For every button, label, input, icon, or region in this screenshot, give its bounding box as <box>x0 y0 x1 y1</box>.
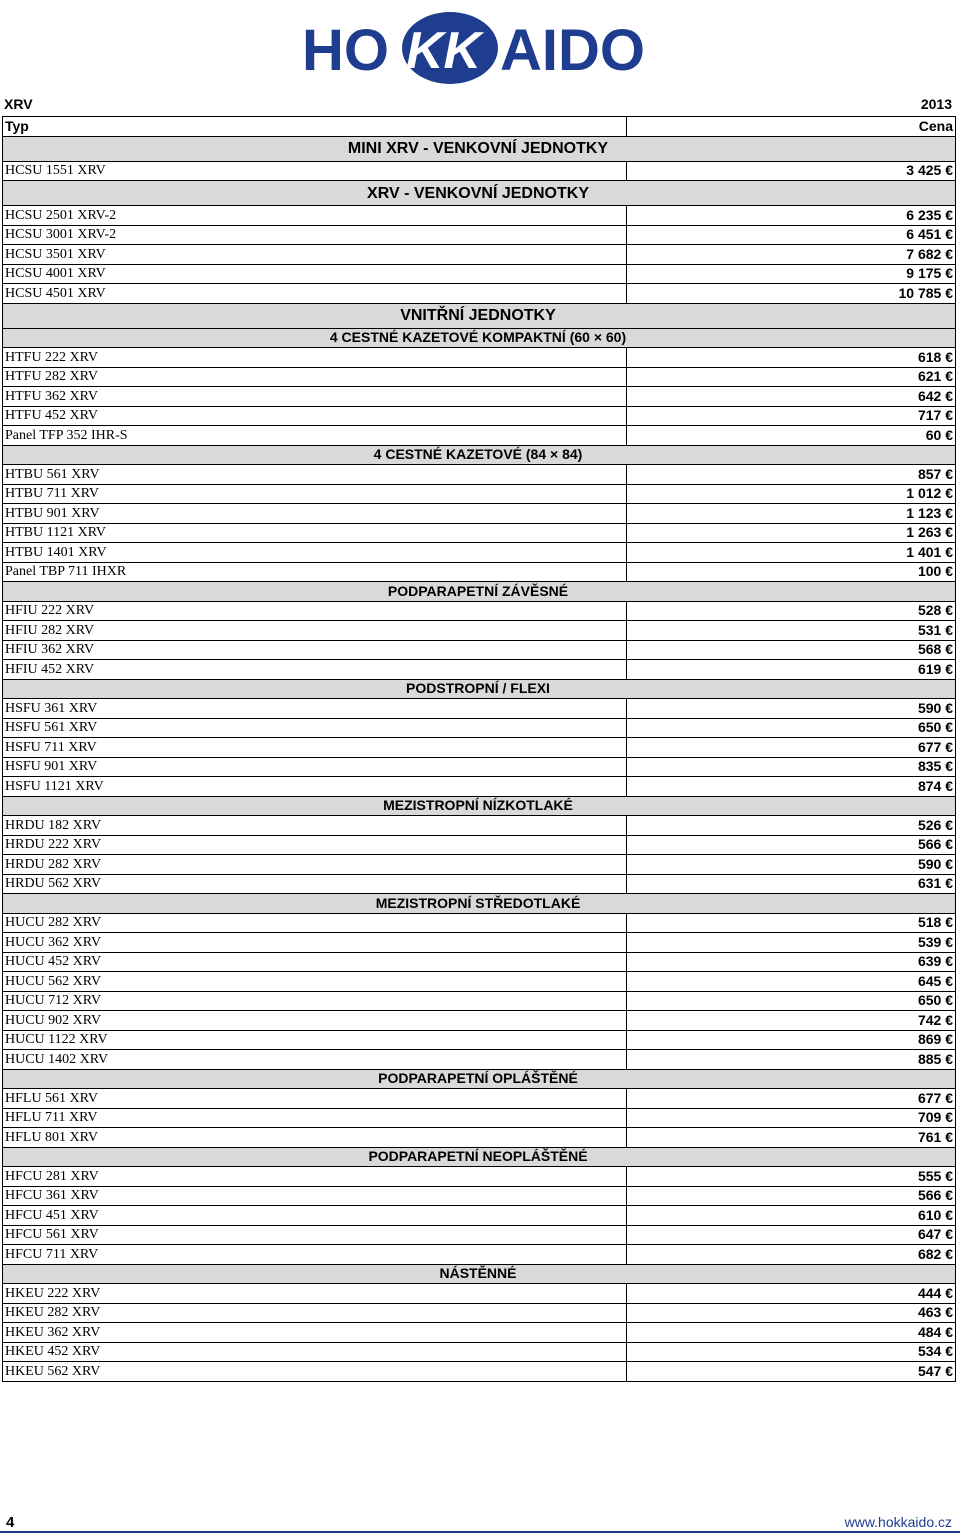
section-header-row <box>3 328 956 348</box>
product-price: 682 € <box>627 1245 956 1265</box>
top-header <box>4 96 956 116</box>
product-type: HUCU 902 XRV <box>3 1011 627 1031</box>
column-header-typ: Typ <box>3 117 627 137</box>
product-type: HCSU 4501 XRV <box>3 284 627 304</box>
column-header-cena: Cena <box>627 117 956 137</box>
table-row <box>3 1186 956 1206</box>
table-row <box>3 1030 956 1050</box>
product-type: HUCU 1402 XRV <box>3 1050 627 1070</box>
product-type: HFLU 561 XRV <box>3 1089 627 1109</box>
section-header-row <box>3 303 956 328</box>
product-type: HTBU 1121 XRV <box>3 523 627 543</box>
product-type: HTFU 452 XRV <box>3 406 627 426</box>
section-header-row <box>3 1069 956 1089</box>
table-row <box>3 1284 956 1304</box>
table-row <box>3 1089 956 1109</box>
table-row <box>3 387 956 407</box>
table-row <box>3 1167 956 1187</box>
section-header-row <box>3 796 956 816</box>
product-price: 1 123 € <box>627 504 956 524</box>
product-type: HCSU 4001 XRV <box>3 264 627 284</box>
table-row <box>3 465 956 485</box>
product-price: 717 € <box>627 406 956 426</box>
section-header-row <box>3 181 956 206</box>
product-type: HUCU 712 XRV <box>3 991 627 1011</box>
product-price: 555 € <box>627 1167 956 1187</box>
product-price: 857 € <box>627 465 956 485</box>
table-row <box>3 640 956 660</box>
product-price: 1 012 € <box>627 484 956 504</box>
product-price: 518 € <box>627 913 956 933</box>
product-price: 874 € <box>627 777 956 797</box>
table-row <box>3 699 956 719</box>
table-row <box>3 206 956 226</box>
product-price: 610 € <box>627 1206 956 1226</box>
product-type: HRDU 182 XRV <box>3 816 627 836</box>
footer-website-link[interactable]: www.hokkaido.cz <box>844 1514 952 1530</box>
product-price: 639 € <box>627 952 956 972</box>
footer-divider <box>0 1531 960 1533</box>
table-row <box>3 757 956 777</box>
product-type: HSFU 561 XRV <box>3 718 627 738</box>
hokkaido-logo <box>300 8 700 88</box>
product-price: 444 € <box>627 1284 956 1304</box>
section-header-row <box>3 679 956 699</box>
product-type: HSFU 1121 XRV <box>3 777 627 797</box>
product-price: 6 235 € <box>627 206 956 226</box>
product-type: HCSU 3001 XRV-2 <box>3 225 627 245</box>
page-number: 4 <box>6 1514 15 1531</box>
table-header-row <box>3 117 956 137</box>
product-type: HFCU 561 XRV <box>3 1225 627 1245</box>
product-price: 709 € <box>627 1108 956 1128</box>
product-price: 647 € <box>627 1225 956 1245</box>
table-row <box>3 245 956 265</box>
product-price: 631 € <box>627 874 956 894</box>
product-price: 484 € <box>627 1323 956 1343</box>
section-title: XRV - VENKOVNÍ JEDNOTKY <box>3 181 956 206</box>
table-row <box>3 1362 956 1382</box>
product-price: 60 € <box>627 426 956 446</box>
product-price: 3 425 € <box>627 161 956 181</box>
product-type: HTFU 222 XRV <box>3 348 627 368</box>
table-row <box>3 621 956 641</box>
table-row <box>3 284 956 304</box>
section-title: MEZISTROPNÍ STŘEDOTLAKÉ <box>3 894 956 914</box>
product-type: HFCU 711 XRV <box>3 1245 627 1265</box>
table-row <box>3 660 956 680</box>
product-type: HFIU 362 XRV <box>3 640 627 660</box>
product-price: 650 € <box>627 991 956 1011</box>
product-price: 566 € <box>627 1186 956 1206</box>
section-header-row <box>3 1264 956 1284</box>
product-type: HTFU 282 XRV <box>3 367 627 387</box>
table-row <box>3 1303 956 1323</box>
table-row <box>3 718 956 738</box>
svg-text:KK: KK <box>406 22 482 80</box>
product-type: HTFU 362 XRV <box>3 387 627 407</box>
product-type: HFLU 711 XRV <box>3 1108 627 1128</box>
product-type: HCSU 2501 XRV-2 <box>3 206 627 226</box>
product-price: 677 € <box>627 738 956 758</box>
section-title: MEZISTROPNÍ NÍZKOTLAKÉ <box>3 796 956 816</box>
product-type: HTBU 561 XRV <box>3 465 627 485</box>
product-type: HFCU 451 XRV <box>3 1206 627 1226</box>
product-type: HUCU 452 XRV <box>3 952 627 972</box>
svg-text:AIDO: AIDO <box>500 18 645 83</box>
product-type: HFIU 222 XRV <box>3 601 627 621</box>
table-row <box>3 1342 956 1362</box>
product-line-label: XRV <box>4 96 33 112</box>
table-row <box>3 874 956 894</box>
product-price: 761 € <box>627 1128 956 1148</box>
product-type: HFLU 801 XRV <box>3 1128 627 1148</box>
table-row <box>3 1323 956 1343</box>
table-row <box>3 1225 956 1245</box>
section-header-row <box>3 894 956 914</box>
table-row <box>3 426 956 446</box>
product-type: HSFU 901 XRV <box>3 757 627 777</box>
product-price: 650 € <box>627 718 956 738</box>
product-price: 590 € <box>627 855 956 875</box>
product-price: 534 € <box>627 1342 956 1362</box>
product-type: HSFU 361 XRV <box>3 699 627 719</box>
section-header-row <box>3 445 956 465</box>
table-row <box>3 855 956 875</box>
section-title: PODSTROPNÍ / FLEXI <box>3 679 956 699</box>
product-type: HKEU 222 XRV <box>3 1284 627 1304</box>
product-price: 463 € <box>627 1303 956 1323</box>
product-price: 618 € <box>627 348 956 368</box>
product-price: 531 € <box>627 621 956 641</box>
section-title: 4 CESTNÉ KAZETOVÉ (84 × 84) <box>3 445 956 465</box>
product-price: 100 € <box>627 562 956 582</box>
product-type: HTBU 901 XRV <box>3 504 627 524</box>
product-type: HKEU 452 XRV <box>3 1342 627 1362</box>
section-header-row <box>3 1147 956 1167</box>
table-row <box>3 913 956 933</box>
product-price: 528 € <box>627 601 956 621</box>
product-price: 9 175 € <box>627 264 956 284</box>
product-type: HCSU 3501 XRV <box>3 245 627 265</box>
product-price: 539 € <box>627 933 956 953</box>
section-title: MINI XRV - VENKOVNÍ JEDNOTKY <box>3 136 956 161</box>
product-type: HTBU 711 XRV <box>3 484 627 504</box>
table-row <box>3 543 956 563</box>
product-type: HUCU 362 XRV <box>3 933 627 953</box>
product-price: 1 401 € <box>627 543 956 563</box>
product-price: 835 € <box>627 757 956 777</box>
table-row <box>3 1050 956 1070</box>
product-type: HKEU 362 XRV <box>3 1323 627 1343</box>
product-price: 566 € <box>627 835 956 855</box>
svg-text:HO: HO <box>302 18 389 83</box>
table-row <box>3 933 956 953</box>
product-price: 642 € <box>627 387 956 407</box>
product-price: 7 682 € <box>627 245 956 265</box>
product-type: HFCU 361 XRV <box>3 1186 627 1206</box>
product-price: 742 € <box>627 1011 956 1031</box>
section-title: 4 CESTNÉ KAZETOVÉ KOMPAKTNÍ (60 × 60) <box>3 328 956 348</box>
table-row <box>3 1206 956 1226</box>
product-type: HFIU 282 XRV <box>3 621 627 641</box>
product-type: HFCU 281 XRV <box>3 1167 627 1187</box>
product-price: 547 € <box>627 1362 956 1382</box>
product-price: 677 € <box>627 1089 956 1109</box>
product-type: HKEU 562 XRV <box>3 1362 627 1382</box>
product-type: Panel TBP 711 IHXR <box>3 562 627 582</box>
table-row <box>3 1245 956 1265</box>
table-row <box>3 264 956 284</box>
table-row <box>3 225 956 245</box>
product-price: 621 € <box>627 367 956 387</box>
section-title: PODPARAPETNÍ OPLÁŠTĚNÉ <box>3 1069 956 1089</box>
product-type: HRDU 222 XRV <box>3 835 627 855</box>
product-type: HUCU 562 XRV <box>3 972 627 992</box>
product-price: 526 € <box>627 816 956 836</box>
product-price: 869 € <box>627 1030 956 1050</box>
product-price: 885 € <box>627 1050 956 1070</box>
table-row <box>3 601 956 621</box>
product-type: HCSU 1551 XRV <box>3 161 627 181</box>
year-label: 2013 <box>920 96 952 112</box>
table-row <box>3 777 956 797</box>
product-type: HFIU 452 XRV <box>3 660 627 680</box>
table-row <box>3 1128 956 1148</box>
table-row <box>3 738 956 758</box>
product-price: 568 € <box>627 640 956 660</box>
table-row <box>3 1011 956 1031</box>
product-price: 1 263 € <box>627 523 956 543</box>
table-row <box>3 991 956 1011</box>
product-type: HKEU 282 XRV <box>3 1303 627 1323</box>
table-row <box>3 972 956 992</box>
table-row <box>3 504 956 524</box>
table-row <box>3 484 956 504</box>
product-type: HSFU 711 XRV <box>3 738 627 758</box>
product-price: 6 451 € <box>627 225 956 245</box>
table-row <box>3 562 956 582</box>
product-type: Panel TFP 352 IHR-S <box>3 426 627 446</box>
product-type: HUCU 282 XRV <box>3 913 627 933</box>
product-type: HUCU 1122 XRV <box>3 1030 627 1050</box>
product-price: 10 785 € <box>627 284 956 304</box>
table-row <box>3 952 956 972</box>
price-table <box>2 116 956 1382</box>
product-type: HTBU 1401 XRV <box>3 543 627 563</box>
table-row <box>3 816 956 836</box>
table-row <box>3 835 956 855</box>
product-type: HRDU 282 XRV <box>3 855 627 875</box>
table-row <box>3 406 956 426</box>
table-row <box>3 348 956 368</box>
table-row <box>3 523 956 543</box>
product-price: 645 € <box>627 972 956 992</box>
section-header-row <box>3 136 956 161</box>
table-row <box>3 161 956 181</box>
section-title: NÁSTĚNNÉ <box>3 1264 956 1284</box>
table-row <box>3 1108 956 1128</box>
product-price: 619 € <box>627 660 956 680</box>
product-type: HRDU 562 XRV <box>3 874 627 894</box>
table-row <box>3 367 956 387</box>
section-title: PODPARAPETNÍ ZÁVĚSNÉ <box>3 582 956 602</box>
section-header-row <box>3 582 956 602</box>
product-price: 590 € <box>627 699 956 719</box>
section-title: PODPARAPETNÍ NEOPLÁŠTĚNÉ <box>3 1147 956 1167</box>
section-title: VNITŘNÍ JEDNOTKY <box>3 303 956 328</box>
